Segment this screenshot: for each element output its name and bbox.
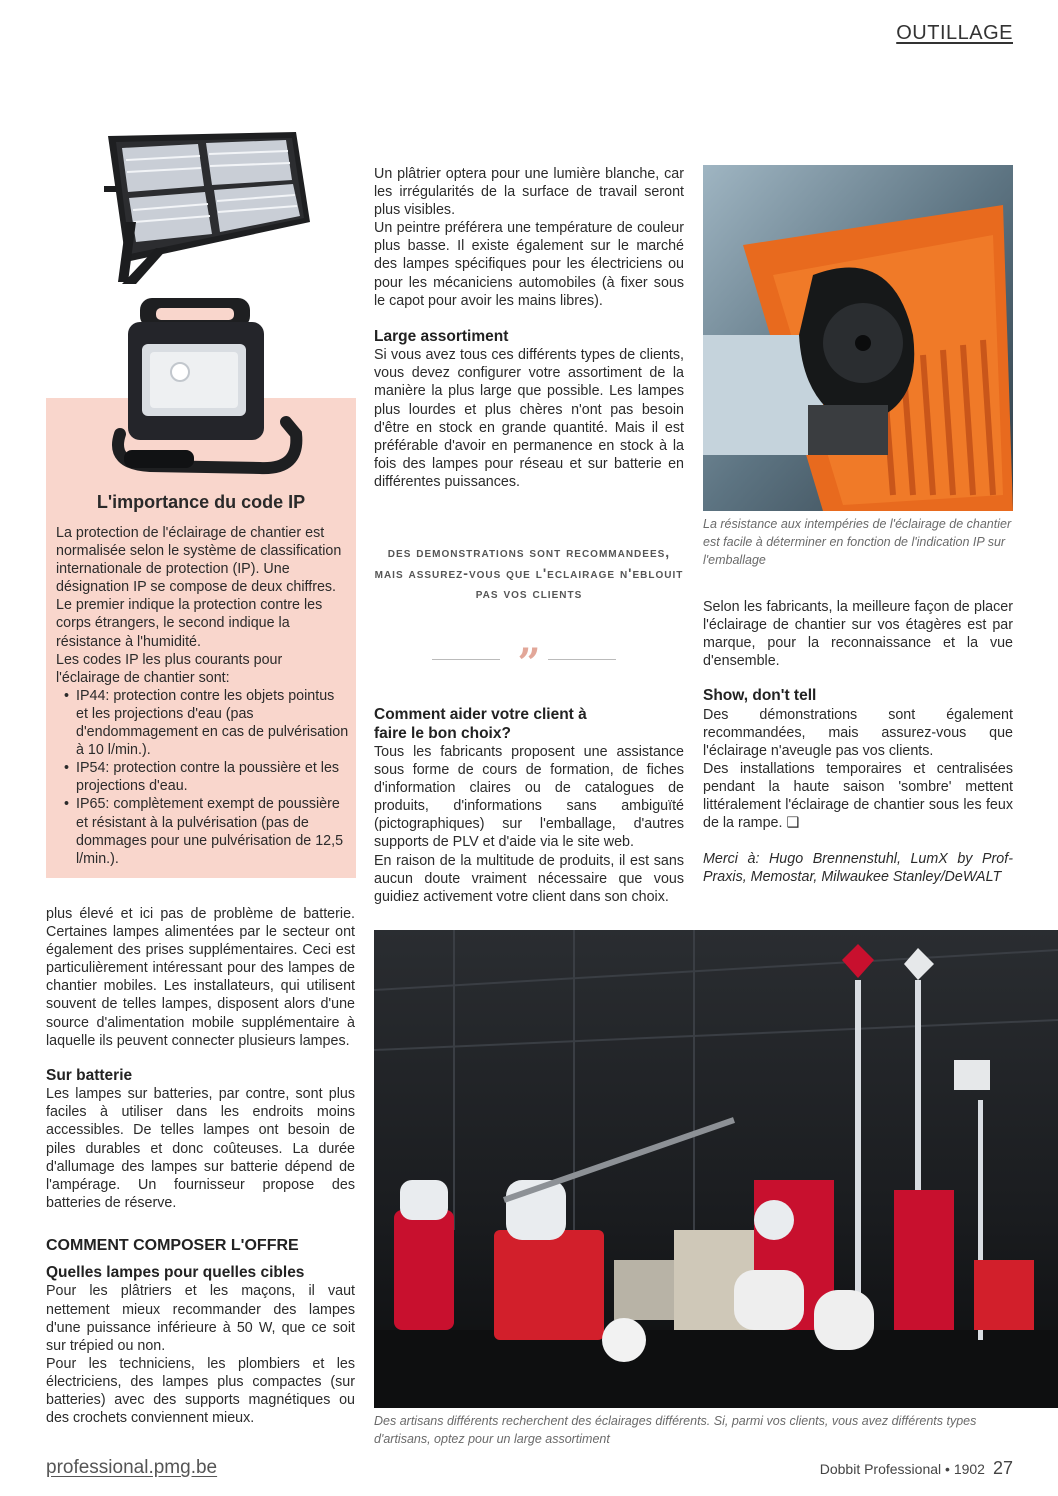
left-p2: Les lampes sur batteries, par contre, sont plus faciles à utiliser dans les endroits moins accessibles. De telles lampes ont besoin de piles durables et donc coûteuses. La durée d'allumage des lampes sur batterie dépend de l'ampérage. Un fournisseur propose des batteries de réserve. (46, 1086, 355, 1211)
section-tag: OUTILLAGE (896, 22, 1013, 44)
ip-code-item: • IP65: complètement exempt de poussière et résistant à la pulvérisation (pas de dommages pour une pulvérisation de 12,5 l/min.). (56, 795, 350, 867)
website-link[interactable]: professional.pmg.be (46, 1457, 218, 1478)
heading-targets: Quelles lampes pour quelles cibles (46, 1263, 305, 1281)
thanks-credits: Merci à: Hugo Brennenstuhl, LumX by Prof-Praxis, Memostar, Milwaukee Stanley/DeWALT (703, 850, 1013, 885)
right-p2: Des démonstrations sont également recommandées, mais assurez-vous que l'éclairage n'aveugle pas vos clients. (703, 706, 1013, 760)
ip-box-title: L'importance du code IP (96, 492, 306, 512)
left-column (46, 905, 355, 1427)
middle-column-bottom (374, 706, 684, 906)
mid-p2: Un peintre préférera une température de couleur plus basse. Il existe également sur le marché des lampes spécifiques pour les électriciens ou pour les mécaniciens automobiles (à fixer sous le capot pour avoir les mains libres). (374, 220, 684, 309)
ip-box-p1: La protection de l'éclairage de chantier est normalisée selon le système de classification internationale de protection (IP). Une désignation IP se compose de deux chiffres. (56, 525, 342, 596)
quote-mark-icon: ” (517, 640, 541, 687)
page-number: 27 (992, 1458, 1013, 1478)
ip-box-body (56, 524, 350, 868)
mid-p3: Si vous avez tous ces différents types de clients, vous devez configurer votre assortiment de la manière la plus large que possible. Les lampes plus lourdes et plus chères n'ont pas besoin d'être en stock en grande quantité. Mais il est préférable d'avoir en permanence en stock à la fois des lampes pour réseau et sur batterie en différentes puissances. (374, 347, 684, 490)
left-p1: plus élevé et ici pas de problème de batterie. Certaines lampes alimentées par le secteur ont également des prises supplémentaires. Ceci est particulièrement intéressant pour des lampes de chantier mobiles. Les installateurs, qui utilisent souvent de telles lampes, disposent alors d'une source d'alimentation mobile supplémentaire à laquelle ils peuvent connecter plusieurs lampes. (46, 906, 355, 1049)
mid-p4: Tous les fabricants proposent une assistance sous forme de cours de formation, de fiches d'information claires ou de catalogues de produits, d'informations sans ambiguïté (pictographiques) sur l'emballage, d'autres supports de PLV et d'aide via le site web. (374, 744, 684, 851)
left-p3: Pour les plâtriers et les maçons, il vaut nettement mieux recommander des lampes d'une puissance inférieure à 50 W, que ce soit sur trépied ou non. (46, 1283, 355, 1354)
heading-help-client: Comment aider votre client à faire le bon choix? (374, 706, 587, 742)
product-range-caption: Des artisans différents recherchent des éclairages différents. Si, parmi vos clients, vous avez différents types d'artisans, optez pour un large assortiment (374, 1414, 977, 1446)
ip-code-item: • IP54: protection contre la poussière et les projections d'eau. (56, 759, 350, 795)
ip-code-item: • IP44: protection contre les objets pointus et les projections d'eau (pas d'endommagement en cas de pulvérisation à 10 l/min.). (56, 687, 350, 759)
pull-quote: des demonstrations sont recommandees, mais assurez-vous que l'eclairage n'eblouit pas vos clients (374, 544, 684, 601)
right-p1: Selon les fabricants, la meilleure façon de placer l'éclairage de chantier sur vos étagères est par marque, pour la reconnaissance et la vue d'ensemble. (703, 599, 1013, 670)
worklight-image (110, 294, 306, 478)
right-column (703, 598, 1013, 886)
heading-battery: Sur batterie (46, 1066, 133, 1084)
quote-divider (374, 640, 684, 687)
left-p4: Pour les techniciens, les plombiers et les électriciens, des lampes plus compactes (sur batteries) avec des supports magnétiques ou des crochets conviennent mieux. (46, 1355, 355, 1427)
ip-code-list (56, 687, 350, 868)
right-p3: Des installations temporaires et centralisées pendant la haute saison 'sombre' mettent littéralement l'éclairage de chantier sous les feux de la rampe. (703, 761, 1013, 832)
middle-column-top (374, 165, 684, 491)
magazine-issue: Dobbit Professional • 1902 (819, 1461, 985, 1477)
weatherproof-socket-photo (703, 165, 1013, 511)
footer-info (820, 1458, 1013, 1479)
end-mark-icon: ❑ (786, 815, 800, 832)
heading-show-dont-tell: Show, don't tell (703, 687, 817, 705)
ip-box-p3: Les codes IP les plus courants pour l'éclairage de chantier sont: (56, 651, 283, 686)
product-range-photo (374, 930, 1058, 1408)
mid-p5: En raison de la multitude de produits, il est sans aucun doute vraiment nécessaire que vous guidiez activement votre client dans son choix. (374, 852, 684, 905)
ip-box-p2: Le premier indique la protection contre les corps étrangers, le second indique la résistance à l'humidité. (56, 597, 323, 650)
socket-photo-caption: La résistance aux intempéries de l'éclairage de chantier est facile à déterminer en fonction de l'indication IP sur l'emballage (703, 517, 1012, 567)
heading-assortment: Large assortiment (374, 327, 509, 345)
mid-p1: Un plâtrier optera pour une lumière blanche, car les irrégularités de la surface de travail seront plus visibles. (374, 166, 684, 219)
heading-compose-offer: COMMENT COMPOSER L'OFFRE (46, 1236, 299, 1254)
floodlight-image (96, 126, 320, 286)
